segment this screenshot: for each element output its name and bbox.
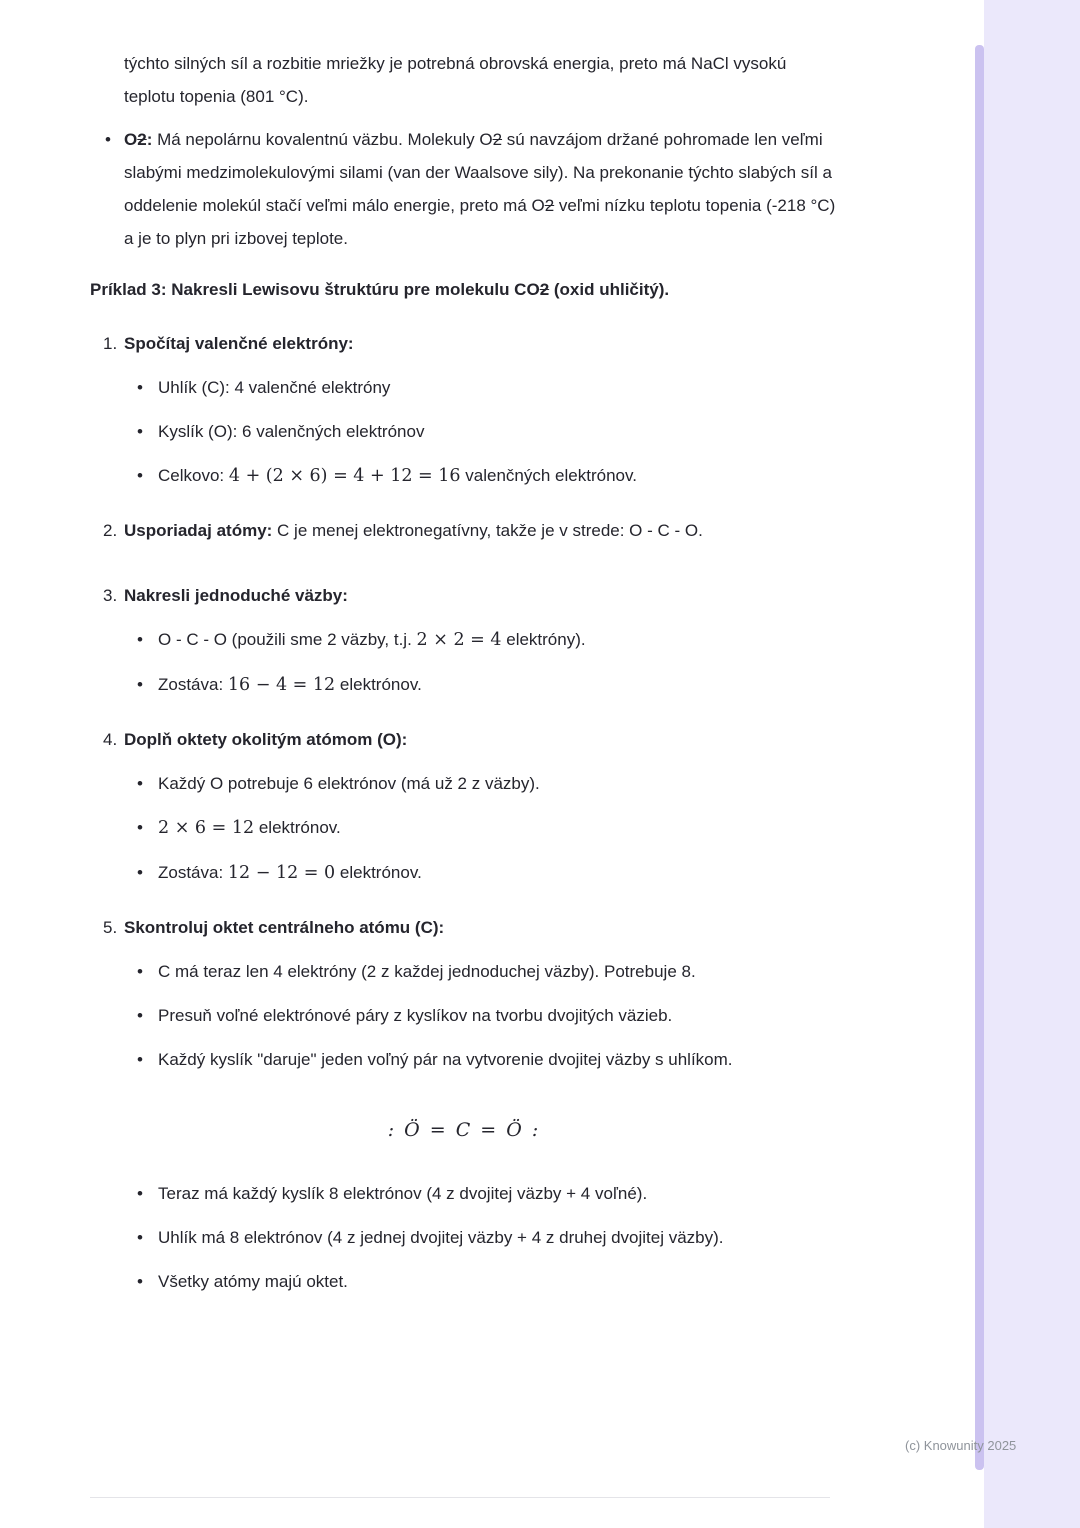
bullet-icon: • <box>137 1228 143 1247</box>
subscript-2: 2 <box>137 130 147 149</box>
step-5-label: Skontroluj oktet centrálneho atómu (C): <box>124 918 445 937</box>
step-number: 5. <box>103 918 118 937</box>
step-5 <box>90 911 838 1076</box>
list-item: • Kyslík (O): 6 valenčných elektrónov <box>124 415 838 448</box>
subscript-2: 2 <box>539 280 550 299</box>
step-2 <box>90 514 838 558</box>
bullet-icon: • <box>105 130 111 149</box>
step-number: 4. <box>103 730 118 749</box>
list-item: • Uhlík má 8 elektrónov (4 z jednej dvojitej väzby + 4 z druhej dvojitej väzby). <box>124 1221 838 1254</box>
step-number: 1. <box>103 334 118 353</box>
step-number: 2. <box>103 521 118 540</box>
step-2-label: Usporiadaj atómy: C je menej elektronegatívny, takže je v strede: O - C - O. <box>124 521 703 540</box>
math-expression: 2 × 2 = 4 <box>416 630 502 650</box>
bullet-icon: • <box>137 1184 143 1203</box>
list-item: • Celkovo: 4 + (2 × 6) = 4 + 12 = 16 valenčných elektrónov. <box>124 459 838 493</box>
list-item: • Uhlík (C): 4 valenčné elektróny <box>124 371 838 404</box>
bullet-icon: • <box>137 422 143 441</box>
subscript-2: 2 <box>544 196 555 215</box>
step-3-label: Nakresli jednoduché väzby: <box>124 586 348 605</box>
example-3-heading: Príklad 3: Nakresli Lewisovu štruktúru pre molekulu CO2 (oxid uhličitý). <box>90 280 670 299</box>
numbered-steps <box>90 327 838 1076</box>
paragraph-nacl-continuation: týchto silných síl a rozbitie mriežky je potrebná obrovská energia, preto má NaCl vysokú teplotu topenia (801 °C). <box>124 54 787 106</box>
page-divider <box>90 1497 830 1498</box>
step-4-label: Doplň oktety okolitým atómom (O): <box>124 730 408 749</box>
list-item: • 2 × 6 = 12 elektrónov. <box>124 811 838 845</box>
bullet-icon: • <box>137 378 143 397</box>
bullet-icon: • <box>137 466 143 485</box>
step-1-label: Spočítaj valenčné elektróny: <box>124 334 354 353</box>
list-item: • Každý O potrebuje 6 elektrónov (má už 2 z väzby). <box>124 767 838 800</box>
lewis-structure-formula: : Ö = C = Ö : <box>387 1119 541 1141</box>
math-expression: 2 × 6 = 12 <box>158 818 255 838</box>
bullet-icon: • <box>137 1006 143 1025</box>
list-item: • Zostáva: 16 − 4 = 12 elektrónov. <box>124 668 838 702</box>
bullet-icon: • <box>137 818 143 837</box>
step-1 <box>90 327 838 493</box>
step-number: 3. <box>103 586 118 605</box>
list-item: • Teraz má každý kyslík 8 elektrónov (4 z dvojitej väzby + 4 voľné). <box>124 1177 838 1210</box>
subscript-2: 2 <box>492 130 503 149</box>
app-right-panel <box>984 0 1080 1528</box>
list-item: • C má teraz len 4 elektróny (2 z každej jednoduchej väzby). Potrebuje 8. <box>124 955 838 988</box>
step-3 <box>90 579 838 702</box>
conclusion-bullets <box>124 1177 838 1298</box>
bullet-icon: • <box>137 675 143 694</box>
step-4 <box>90 723 838 890</box>
bullet-icon: • <box>137 1050 143 1069</box>
math-expression: 16 − 4 = 12 <box>227 675 336 695</box>
document-page <box>90 47 838 1298</box>
list-item: • O - C - O (použili sme 2 väzby, t.j. 2 × 2 = 4 elektróny). <box>124 623 838 657</box>
math-expression: 12 − 12 = 0 <box>227 863 336 883</box>
bullet-icon: • <box>137 863 143 882</box>
bullet-icon: • <box>137 630 143 649</box>
bullet-icon: • <box>137 962 143 981</box>
knowunity-watermark: (c) Knowunity 2025 <box>905 1438 1017 1453</box>
bullet-o2 <box>90 123 838 255</box>
bullet-icon: • <box>137 774 143 793</box>
list-item: • Zostáva: 12 − 12 = 0 elektrónov. <box>124 856 838 890</box>
bullet-icon: • <box>137 1272 143 1291</box>
bullet-o2-text: O2: Má nepolárnu kovalentnú väzbu. Molekuly O2 sú navzájom držané pohromade len veľmi slabými medzimolekulovými silami (van der Waalsove sily). Na prekonanie týchto slabých síl a oddelenie molekúl stačí veľmi málo energie, preto má O2 veľmi nízku teplotu topenia (-218 °C) a je to plyn pri izbovej teplote. <box>124 130 836 248</box>
list-item: • Každý kyslík "daruje" jeden voľný pár na vytvorenie dvojitej väzby s uhlíkom. <box>124 1043 838 1076</box>
math-expression: 4 + (2 × 6) = 4 + 12 = 16 <box>228 466 461 486</box>
list-item: • Všetky atómy majú oktet. <box>124 1265 838 1298</box>
list-item: • Presuň voľné elektrónové páry z kyslíkov na tvorbu dvojitých väzieb. <box>124 999 838 1032</box>
scrollbar-thumb[interactable] <box>975 45 984 1470</box>
